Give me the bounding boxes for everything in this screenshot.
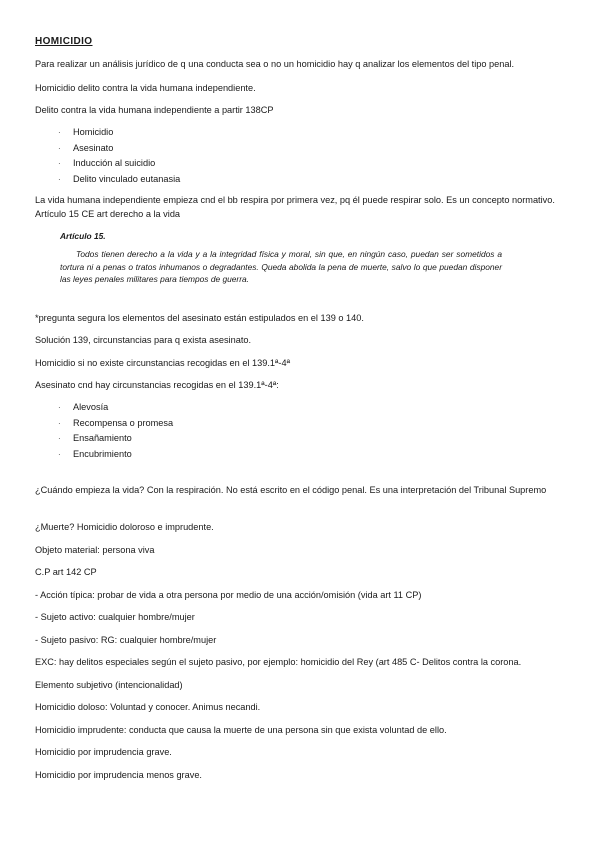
quote-text: Todos tienen derecho a la vida y a la integridad física y moral, sin que, en ningún caso, puedan ser sometidos a tortura ni a penas o tratos inhumanos o degradantes. Queda abolida la pena de muerte, salvo lo que puedan disponer las leyes penales militares para tiempos de guerra. [60, 249, 502, 284]
list-item: · Delito vinculado eutanasia [58, 172, 180, 188]
paragraph-5: Solución 139, circunstancias para q exista asesinato. [35, 335, 252, 345]
list-item: · Recompensa o promesa [58, 416, 173, 432]
paragraph-16: Elemento subjetivo (intencionalidad) [35, 680, 183, 690]
list-item: · Alevosía [58, 400, 173, 416]
paragraph-17: Homicidio doloso: Voluntad y conocer. Animus necandi. [35, 702, 261, 712]
circumstances-list [58, 400, 173, 462]
paragraph-13: - Sujeto activo: cualquier hombre/mujer [35, 612, 195, 622]
paragraph-6: Homicidio si no existe circunstancias recogidas en el 139.1ª-4ª [35, 358, 290, 368]
bullet-icon: · [58, 434, 61, 443]
paragraph-19: Homicidio por imprudencia grave. [35, 747, 172, 757]
paragraph-15: EXC: hay delitos especiales según el sujeto pasivo, por ejemplo: homicidio del Rey (art 485 C- Delitos contra la corona. [35, 657, 522, 667]
list-item: · Homicidio [58, 125, 180, 141]
crime-types-list [58, 125, 180, 187]
paragraph-7: Asesinato cnd hay circunstancias recogidas en el 139.1ª-4ª: [35, 380, 279, 390]
paragraph-14: - Sujeto pasivo: RG: cualquier hombre/mujer [35, 635, 217, 645]
intro-paragraph: Para realizar un análisis jurídico de q una conducta sea o no un homicidio hay q analizar los elementos del tipo penal. [35, 59, 515, 69]
bullet-icon: · [58, 418, 61, 428]
paragraph-12: - Acción típica: probar de vida a otra persona por medio de una acción/omisión (vida art 11 CP) [35, 590, 422, 600]
bullet-icon: · [58, 174, 61, 184]
paragraph-10: Objeto material: persona viva [35, 545, 155, 555]
list-item: · Asesinato [58, 141, 180, 157]
document-title: HOMICIDIO [35, 36, 93, 47]
paragraph-11: C.P art 142 CP [35, 567, 97, 577]
paragraph-1: Homicidio delito contra la vida humana independiente. [35, 83, 256, 93]
paragraph-4: *pregunta segura los elementos del asesinato están estipulados en el 139 o 140. [35, 313, 364, 323]
bullet-icon: · [58, 449, 61, 459]
bullet-icon: · [58, 159, 61, 168]
paragraph-20: Homicidio por imprudencia menos grave. [35, 770, 202, 780]
paragraph-8: ¿Cuándo empieza la vida? Con la respiración. No está escrito en el código penal. Es una interpretación del Tribunal Supremo [35, 485, 547, 495]
list-item: · Encubrimiento [58, 447, 173, 463]
paragraph-18: Homicidio imprudente: conducta que causa la muerte de una persona sin que exista voluntad de ello. [35, 725, 447, 735]
quote-title: Artículo 15. [60, 231, 106, 241]
paragraph-2: Delito contra la vida humana independiente a partir 138CP [35, 105, 274, 115]
list-item: · Inducción al suicidio [58, 156, 180, 172]
bullet-icon: · [58, 403, 61, 412]
bullet-icon: · [58, 143, 61, 153]
paragraph-9: ¿Muerte? Homicidio doloroso e imprudente. [35, 522, 214, 532]
paragraph-3: La vida humana independiente empieza cnd el bb respira por primera vez, pq él puede respirar solo. Es un concepto normativo. Artículo 15 CE art derecho a la vida [35, 195, 555, 219]
list-item: · Ensañamiento [58, 431, 173, 447]
bullet-icon: · [58, 128, 61, 137]
